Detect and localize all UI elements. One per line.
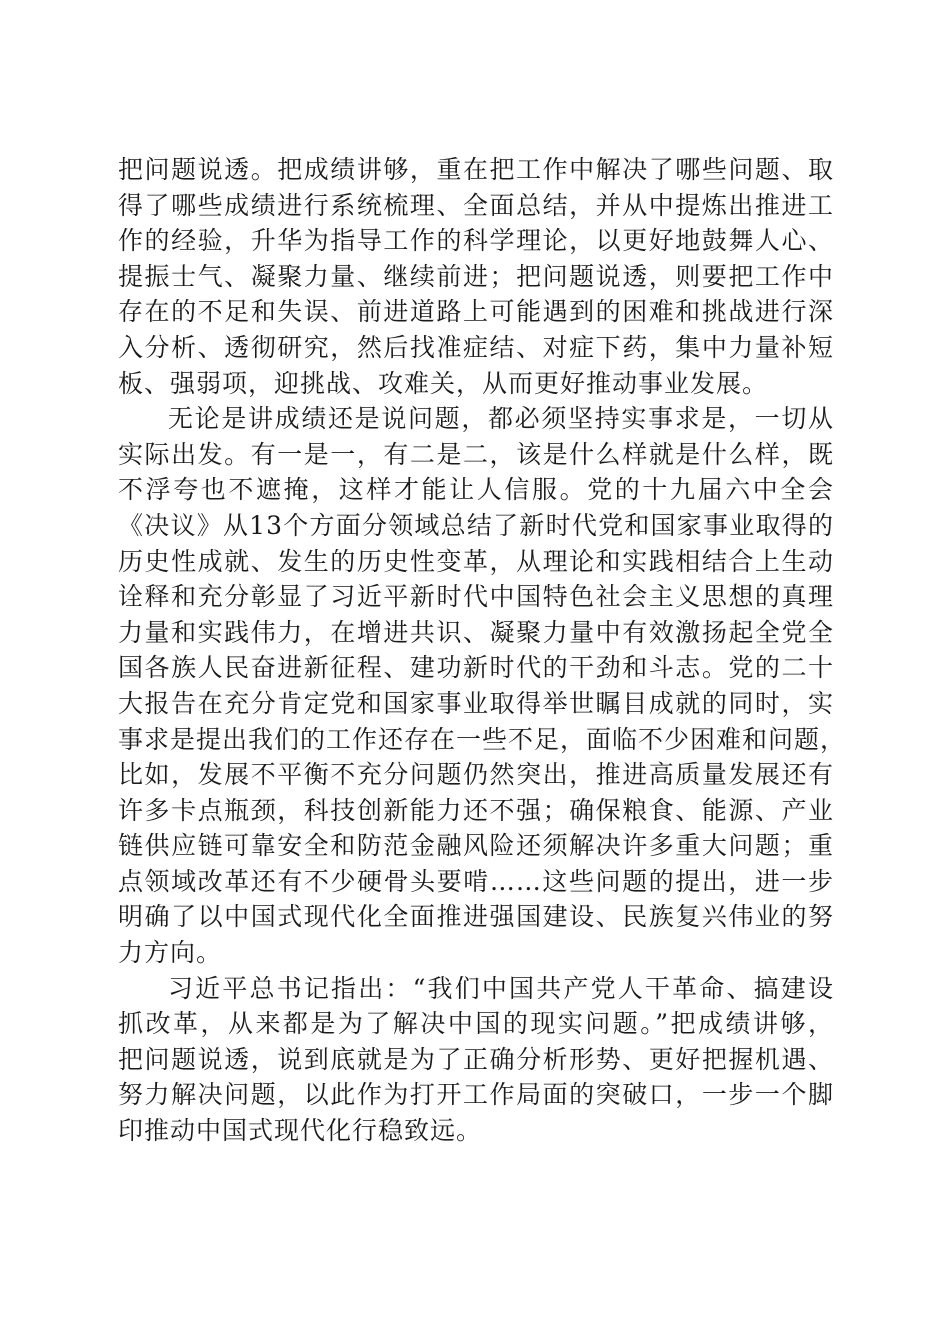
- text-line: 印推动中国式现代化行稳致远。: [118, 1116, 483, 1146]
- text-line: 链供应链可靠安全和防范金融风险还须解决许多重大问题；重: [118, 831, 834, 861]
- paragraph: [118, 401, 847, 971]
- text-line: 抓改革，从来都是为了解决中国的现实问题。”把成绩讲够，: [118, 1009, 834, 1039]
- text-line: 不浮夸也不遮掩，这样才能让人信服。党的十九届六中全会: [118, 475, 834, 505]
- text-line: 实际出发。有一是一，有二是二，该是什么样就是什么样，既: [118, 439, 834, 469]
- text-line: 《决议》从13个方面分领域总结了新时代党和国家事业取得的: [118, 510, 834, 540]
- text-line: 努力解决问题，以此作为打开工作局面的突破口，一步一个脚: [118, 1080, 834, 1110]
- text-line: 存在的不足和失误、前进道路上可能遇到的困难和挑战进行深: [118, 297, 834, 327]
- text-line: 点领域改革还有不少硬骨头要啃……这些问题的提出，进一步: [118, 866, 834, 896]
- text-line: 板、强弱项，迎挑战、攻难关，从而更好推动事业发展。: [118, 368, 769, 398]
- text-line: 入分析、透彻研究，然后找准症结、对症下药，集中力量补短: [118, 332, 834, 362]
- text-line: 明确了以中国式现代化全面推进强国建设、民族复兴伟业的努: [118, 902, 834, 932]
- text-line: 提振士气、凝聚力量、继续前进；把问题说透，则要把工作中: [118, 261, 834, 291]
- paragraph: [118, 971, 834, 1149]
- text-line: 国各族人民奋进新征程、建功新时代的干劲和斗志。党的二十: [118, 653, 834, 683]
- text-line: 把问题说透，说到底就是为了正确分析形势、更好把握机遇、: [118, 1044, 834, 1074]
- text-line: 许多卡点瓶颈，科技创新能力还不强；确保粮食、能源、产业: [118, 795, 834, 825]
- text-line: 事求是提出我们的工作还存在一些不足，面临不少困难和问题，: [118, 724, 847, 754]
- text-line: 大报告在充分肯定党和国家事业取得举世瞩目成就的同时，实: [118, 688, 834, 718]
- text-line: 比如，发展不平衡不充分问题仍然突出，推进高质量发展还有: [118, 760, 834, 790]
- text-line: 把问题说透。把成绩讲够，重在把工作中解决了哪些问题、取: [118, 155, 834, 184]
- text-line: 历史性成就、发生的历史性变革，从理论和实践相结合上生动: [118, 546, 834, 576]
- text-line: 无论是讲成绩还是说问题，都必须坚持实事求是，一切从: [168, 404, 834, 434]
- text-line: 力方向。: [118, 938, 223, 968]
- text-line: 诠释和充分彰显了习近平新时代中国特色社会主义思想的真理: [118, 582, 834, 612]
- document-body: [118, 152, 847, 1149]
- text-line: 习近平总书记指出：“我们中国共产党人干革命、搞建设: [168, 973, 834, 1003]
- paragraph: [118, 152, 834, 401]
- text-line: 得了哪些成绩进行系统梳理、全面总结，并从中提炼出推进工: [118, 190, 834, 220]
- text-line: 力量和实践伟力，在增进共识、凝聚力量中有效激扬起全党全: [118, 617, 834, 647]
- text-line: 作的经验，升华为指导工作的科学理论，以更好地鼓舞人心、: [118, 226, 834, 256]
